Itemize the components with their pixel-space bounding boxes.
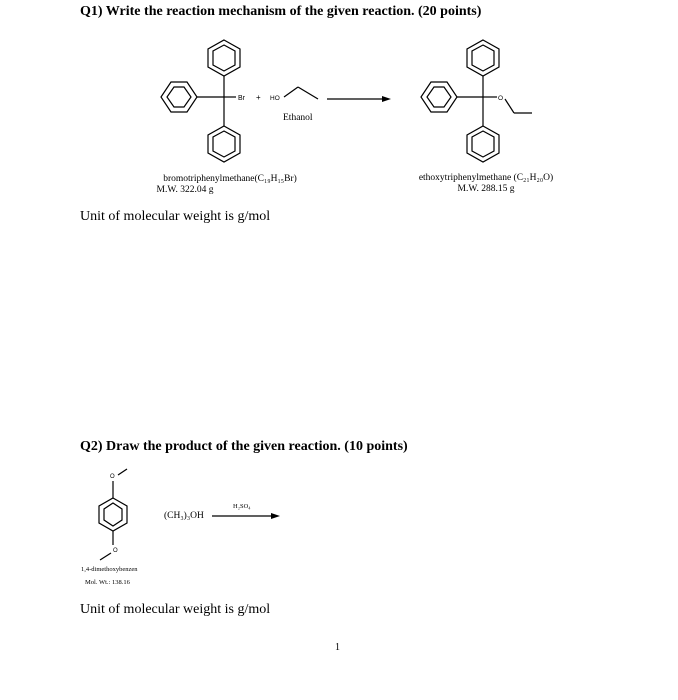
plus-sign: + (256, 93, 261, 102)
bottom-methyl-bond (100, 553, 111, 560)
q2-catalyst: H₂SO₄ (233, 503, 251, 510)
reactant-mw: M.W. 322.04 g (156, 185, 214, 195)
bromine-label: Br (238, 95, 245, 102)
q2-arrow-head (271, 513, 280, 519)
reactant-name: bromotriphenylmethane(C₁₉H₁₅Br) (163, 174, 297, 184)
top-methyl-bond (118, 469, 127, 475)
product-oxygen-label: O (498, 95, 504, 102)
q2-title: Q2) Draw the product of the given reaction. (10 points) (80, 439, 408, 454)
top-oxygen-label: O (110, 474, 115, 480)
q1-unit-note: Unit of molecular weight is g/mol (80, 209, 271, 224)
page-number: 1 (335, 642, 340, 653)
q2-reagent: (CH₃)₃OH (164, 511, 204, 521)
q2-unit-note: Unit of molecular weight is g/mol (80, 602, 271, 617)
solvent-label: Ethanol (283, 113, 313, 123)
q1-title: Q1) Write the reaction mechanism of the given reaction. (20 points) (80, 4, 482, 19)
bottom-oxygen-label: O (113, 548, 118, 554)
product-name: ethoxytriphenylmethane (C₂₁H₂₀O) (418, 173, 554, 183)
hydroxyl-label: HO (270, 95, 280, 102)
q2-compound-mw: Mol. Wt.: 138.16 (85, 579, 130, 586)
product-mw: M.W. 288.15 g (457, 184, 515, 194)
q2-compound-name: 1,4-dimethoxybenzen (81, 566, 138, 573)
dimethoxybenzene-ring (99, 498, 127, 531)
